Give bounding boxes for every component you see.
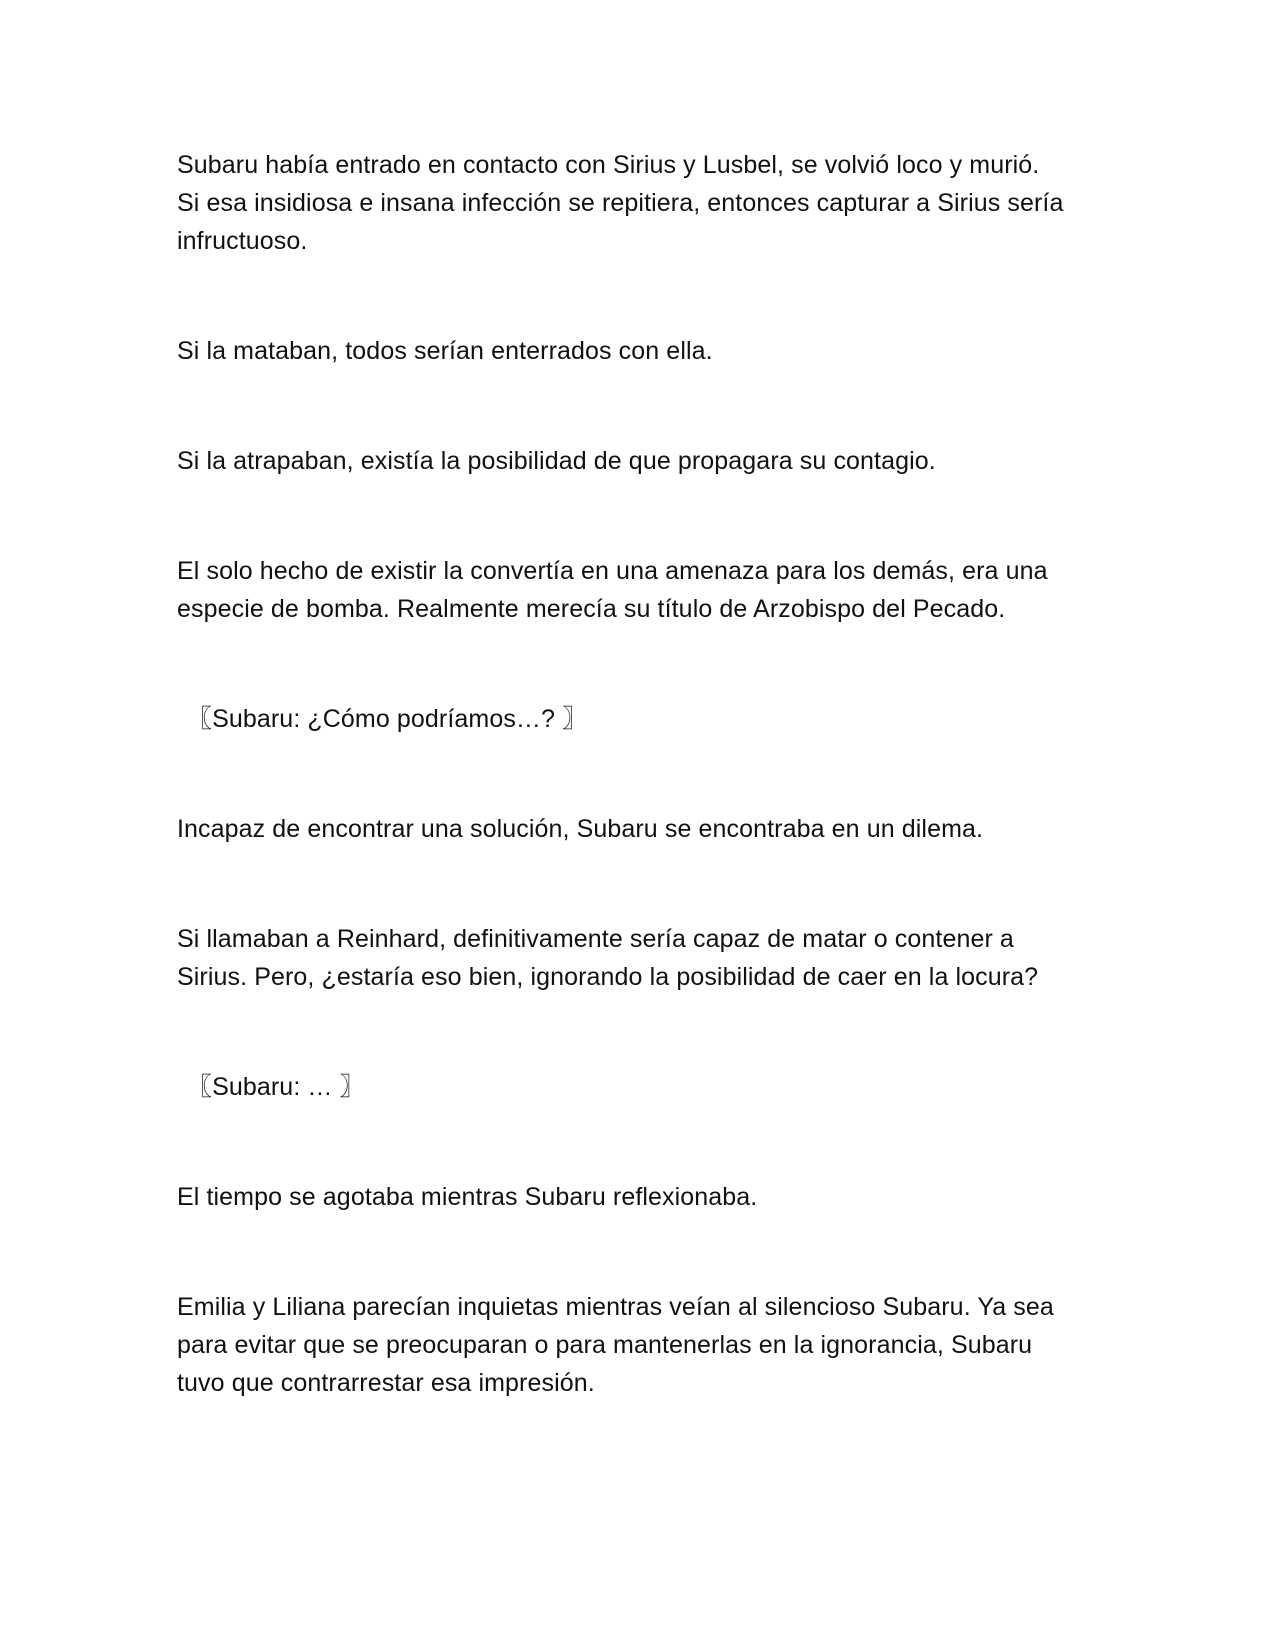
paragraph-line: infructuoso. [177, 227, 308, 255]
paragraph-line: Si esa insidiosa e insana infección se repitiera, entonces capturar a Sirius sería [177, 189, 1064, 217]
paragraph-line: Incapaz de encontrar una solución, Subaru se encontraba en un dilema. [177, 815, 984, 843]
paragraph-3 [177, 442, 1117, 480]
paragraph-1 [177, 146, 1117, 260]
paragraph-10 [177, 1288, 1117, 1402]
dialogue-line: 〖Subaru: … 〗 [187, 1073, 365, 1101]
document-body [177, 146, 1117, 1402]
paragraph-6 [177, 810, 1117, 848]
paragraph-2 [177, 332, 1117, 370]
paragraph-line: especie de bomba. Realmente merecía su título de Arzobispo del Pecado. [177, 595, 1006, 623]
paragraph-4 [177, 552, 1117, 628]
paragraph-line: tuvo que contrarrestar esa impresión. [177, 1369, 595, 1397]
paragraph-line: Sirius. Pero, ¿estaría eso bien, ignorando la posibilidad de caer en la locura? [177, 963, 1039, 991]
dialogue-line: 〖Subaru: ¿Cómo podríamos…? 〗 [187, 705, 588, 733]
paragraph-line: Si la mataban, todos serían enterrados con ella. [177, 337, 713, 365]
paragraph-line: El solo hecho de existir la convertía en una amenaza para los demás, era una [177, 557, 1048, 585]
paragraph-7 [177, 920, 1117, 996]
paragraph-line: Si llamaban a Reinhard, definitivamente sería capaz de matar o contener a [177, 925, 1014, 953]
paragraph-line: Subaru había entrado en contacto con Sirius y Lusbel, se volvió loco y murió. [177, 151, 1040, 179]
dialogue-2 [177, 1068, 1117, 1106]
paragraph-line: Emilia y Liliana parecían inquietas mientras veían al silencioso Subaru. Ya sea [177, 1293, 1054, 1321]
paragraph-line: El tiempo se agotaba mientras Subaru reflexionaba. [177, 1183, 758, 1211]
paragraph-line: para evitar que se preocuparan o para mantenerlas en la ignorancia, Subaru [177, 1331, 1033, 1359]
paragraph-9 [177, 1178, 1117, 1216]
paragraph-line: Si la atrapaban, existía la posibilidad de que propagara su contagio. [177, 447, 936, 475]
dialogue-1 [177, 700, 1117, 738]
